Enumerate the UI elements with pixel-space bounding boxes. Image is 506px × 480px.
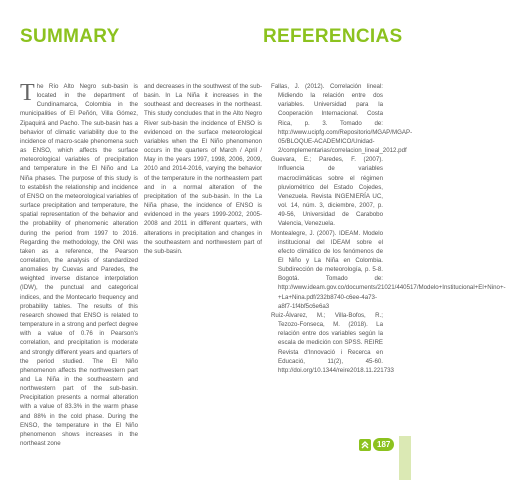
summary-column-1: [20, 82, 138, 448]
references-list: [271, 82, 506, 375]
summary-heading: SUMMARY: [20, 26, 120, 47]
reference-item: Guevara, E.; Paredes, F. (2007). Influencia de variables macroclimáticas sobre el régimen pluviométrico del Estado Cojedes, Venezuela. Revista INGENIERÍA UC, vol. 14, núm. 3, diciembre, 2007, p. 49-56, Universidad de Carabobo Valencia, Venezuela.: [271, 156, 383, 228]
summary-text-1: he Río Alto Negro sub-basin is located in the department of Cundinamarca, Colombia in the municipalities of El Peñón, Villa Gómez, Zipaquirá and Pacho. The sub-basin has a behavior of climatic variability due to the incidence of macro-scale phenomena such as ENSO, which affects the surface meteorological variables of precipitation and temperature in the El Niño and La Niña phases. The purpose of this study is to establish the relationship and incidence of ENSO on the meteorological variables of surface precipitation and temperature, the spatial representation of the behavior and the probability of phenomenic alteration during the period from 1997 to 2016. Regarding the methodology, the ONI was taken as a reference, the Pearson correlation, the analysis of standardized anomalies by Cuevas and Paredes, the weighted inverse distance interpolation (IDW), the punctual and categorical indices, and the Montecarlo frequency and probability tables. The results of this research showed that ENSO is related to temperature in a strong and perfect degree with a value of 0.76 in Pearson's correlation, and precipitation is moderate and strongly different years and quarters of the period studied. The El Niño phenomenon affects the northwestern part and La Niña in the southeastern and northwestern part of the sub-basin. Precipitation presents a normal alteration with a value of 83.3% in the warm phase and 88% in the cold phase. During the ENSO, the temperature in the El Niño phenomenon shows increases in the northeast zone: [20, 83, 138, 448]
reference-item: Montealegre, J. (2007). IDEAM. Modelo institucional del IDEAM sobre el efecto climático de los fenómenos de El Niño y La Niña en Colombia. Subdirección de meteorología, p. 5-8. Bogotá. Tomado de: http://www.ideam.gov.co/documents/21021/440517/Modelo+Institucional+El+Nino+-+La+Nina.pdf/232b8740-c6ee-4a73-a8f7-1f4bf5c6e6a3: [271, 229, 506, 310]
reference-item: Ruiz-Álvarez, M.; Villa-Bofos, R.; Tezozo-Fonseca, M. (2018). La relación entre dos variables según la escala de medición con SPSS. REIRE Revista d'Innovació i Recerca en Educació, 11(2), 45-60. http://doi.org/10.1344/reire2018.11.221733: [271, 311, 394, 374]
page-badge: [359, 438, 394, 451]
references-heading: REFERENCIAS: [263, 26, 403, 47]
reference-item: Fallas, J. (2012). Correlación lineal: Midiendo la relación entre dos variables. Universidad para la Cooperación Internacional. Costa Rica, p. 3. Tomado de: http://www.ucipfg.com/Repositorio/MGAP/MGAP-05/BLOQUE-ACADEMICO/Unidad-2/complementarias/correlacion_lineal_2012.pdf: [271, 83, 413, 155]
summary-column-2: and decreases in the southwest of the sub-basin. In La Niña it increases in the southeast and decreases in the northeast. This study concludes that in the Alto Negro River sub-basin the incidence of ENSO is evidenced on the surface meteorological variables when the El Niño phenomenon occurs in the quarters of March / April / May in the years 1997, 1998, 2006, 2009, 2010 and 2014-2016, varying the behavior of the temperature in the northeastern part and in a normal alteration of the precipitation of the sub-basin. In the La Niña phase, the incidence of ENSO is evidenced in the years 1999-2002, 2005-2008 and 2011 in different quarters, with alterations in precipitation and changes in the southeastern and northwestern part of the sub-basin.: [144, 83, 262, 255]
drop-cap: T: [20, 80, 35, 106]
double-chevron-up-icon: [359, 439, 371, 451]
page-number: 187: [373, 438, 394, 451]
side-tab: [399, 436, 411, 480]
